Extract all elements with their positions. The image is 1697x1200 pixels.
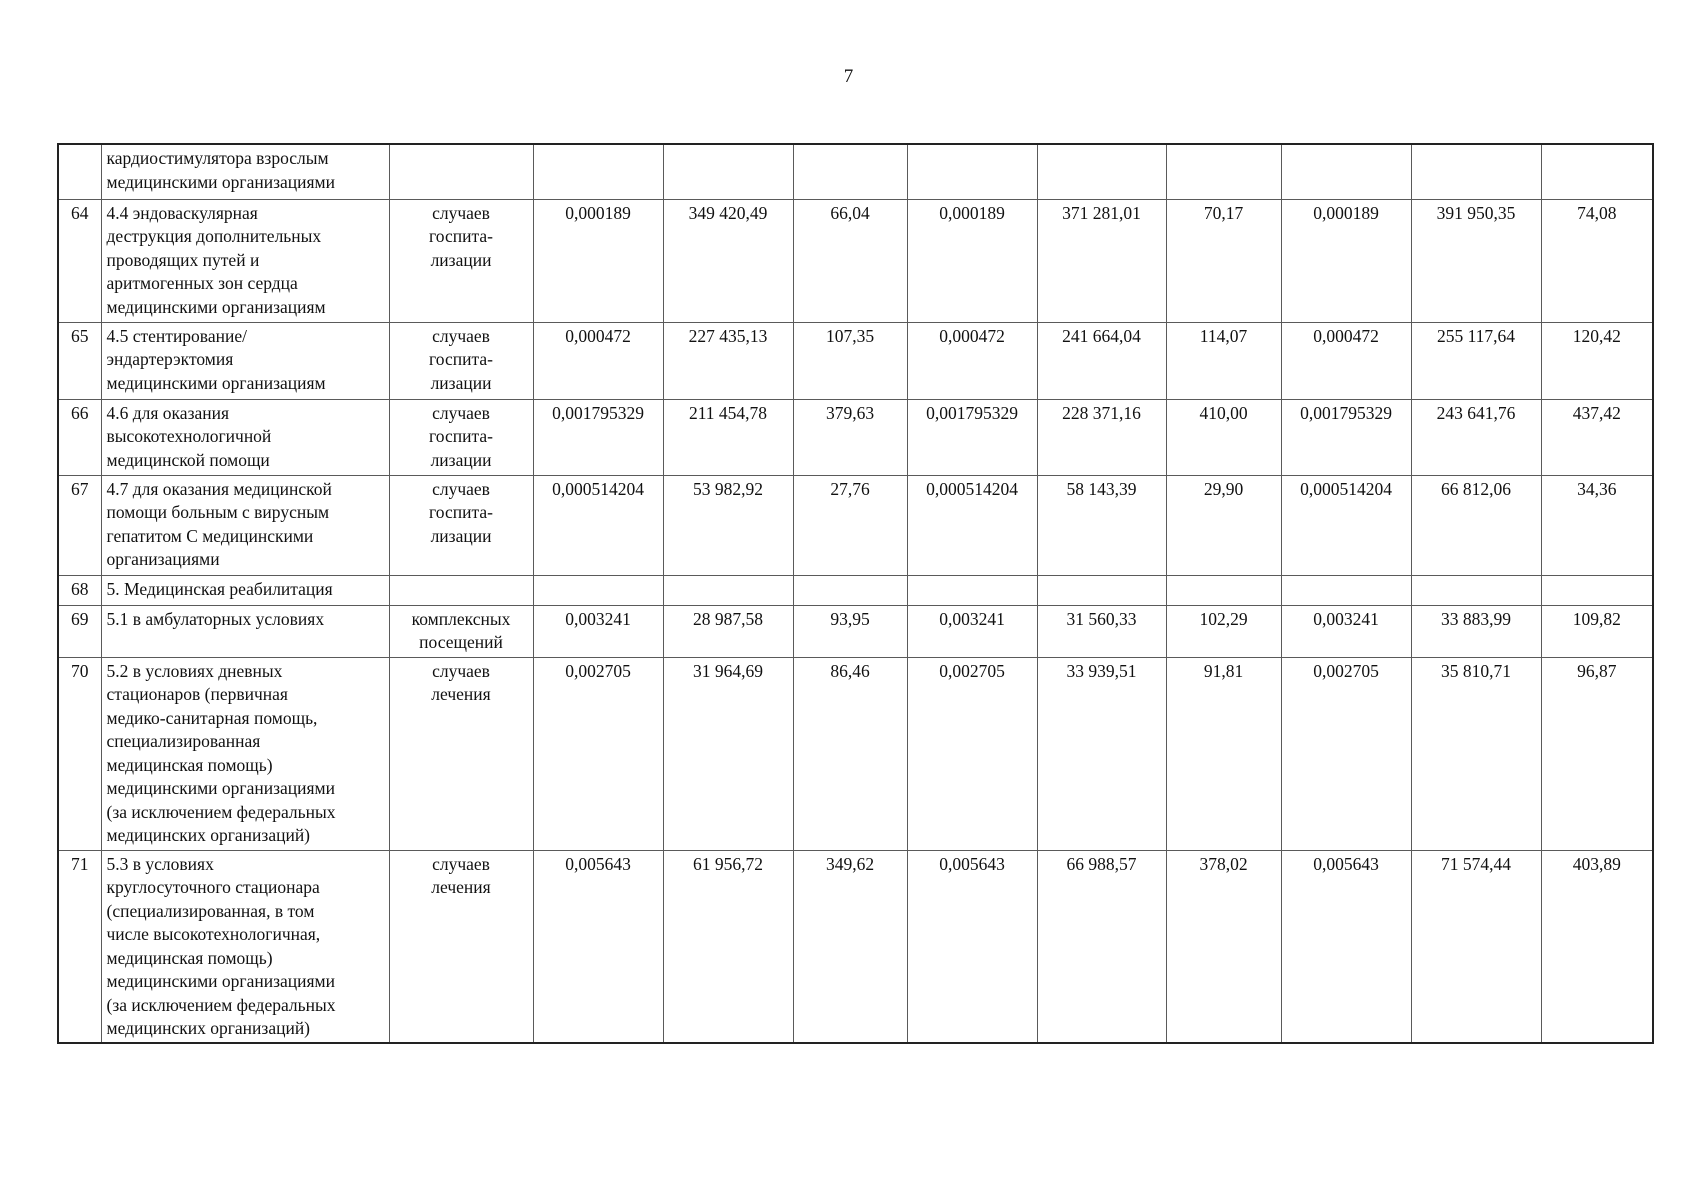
table-row [58,475,1653,575]
indicator-name-line: аритмогенных зон сердца [106,273,298,293]
indicator-name-line: 4.7 для оказания медицинской [106,478,332,499]
value-cell: 349,62 [793,850,907,1043]
value-cell [1166,144,1281,199]
indicator-name-line: 5.2 в условиях дневных [106,660,283,681]
value-cell [1281,144,1411,199]
unit-cell [389,199,533,322]
value-cell: 70,17 [1166,199,1281,322]
indicator-name-line: деструкция дополнительных [106,226,322,246]
unit-line: случаев [432,325,490,346]
indicator-name-line: 5.3 в условиях [106,853,214,874]
value-cell: 403,89 [1541,850,1653,1043]
indicator-name-line: медицинскими организациями [106,171,335,192]
unit-cell [389,605,533,657]
indicator-name-line: 4.5 стентирование/ [106,325,247,346]
page-number: 7 [843,66,854,87]
value-cell: 378,02 [1166,850,1281,1043]
row-number-cell: 69 [58,605,101,657]
value-cell: 410,00 [1166,399,1281,475]
indicator-name-cell [101,399,389,475]
indicator-name-line: медицинскими организациями [106,778,335,798]
value-cell: 66 988,57 [1037,850,1166,1043]
value-cell: 114,07 [1166,322,1281,399]
indicator-name-line: медицинскими организациям [106,296,326,317]
value-cell: 61 956,72 [663,850,793,1043]
indicator-name-cell [101,144,389,199]
indicator-name-cell [101,475,389,575]
value-cell: 228 371,16 [1037,399,1166,475]
row-number-cell: 66 [58,399,101,475]
value-cell [1541,575,1653,605]
value-cell: 0,000514204 [1281,475,1411,575]
indicator-name-line: медицинских организаций) [106,825,311,845]
value-cell: 0,000472 [1281,322,1411,399]
indicator-name-line: медицинскими организациям [106,372,326,393]
value-cell [1541,144,1653,199]
unit-cell [389,144,533,199]
indicator-name-cell [101,657,389,850]
indicator-name-line: гепатитом С медицинскими [106,525,314,546]
row-number-cell: 68 [58,575,101,605]
indicator-name-cell [101,575,389,605]
indicator-name-line: 4.4 эндоваскулярная [106,202,258,223]
value-cell [533,144,663,199]
value-cell: 96,87 [1541,657,1653,850]
value-cell: 0,002705 [907,657,1037,850]
indicator-name-line: медицинской помощи [106,449,270,470]
value-cell [1166,575,1281,605]
indicator-name-line: медицинская помощь) [106,754,273,775]
value-cell [1411,575,1541,605]
unit-line: посещений [419,632,503,652]
value-cell: 0,005643 [533,850,663,1043]
value-cell: 58 143,39 [1037,475,1166,575]
unit-cell [389,399,533,475]
value-cell: 66,04 [793,199,907,322]
unit-cell [389,657,533,850]
value-cell [907,144,1037,199]
indicator-name-line: проводящих путей и [106,249,260,270]
value-cell: 86,46 [793,657,907,850]
indicator-name-line: 5.1 в амбулаторных условиях [106,608,325,629]
value-cell: 0,005643 [1281,850,1411,1043]
unit-line: лизации [430,372,492,393]
unit-line: лечения [431,877,491,897]
indicator-name-line: (за исключением федеральных [106,801,336,822]
value-cell [793,575,907,605]
indicator-name-cell [101,605,389,657]
value-cell [663,144,793,199]
value-cell: 0,000472 [907,322,1037,399]
row-number-cell: 65 [58,322,101,399]
value-cell: 371 281,01 [1037,199,1166,322]
table-body [58,144,1653,1043]
table-row [58,575,1653,605]
value-cell [793,144,907,199]
table-row [58,322,1653,399]
value-cell [533,575,663,605]
row-number-cell: 71 [58,850,101,1043]
value-cell: 349 420,49 [663,199,793,322]
indicator-name-cell [101,199,389,322]
value-cell [1411,144,1541,199]
indicator-name-line: медицинскими организациями [106,971,335,991]
value-cell: 0,000514204 [907,475,1037,575]
value-cell: 0,003241 [1281,605,1411,657]
indicator-name-line: 5. Медицинская реабилитация [106,578,333,599]
unit-line: лизации [430,449,492,470]
value-cell: 0,000189 [907,199,1037,322]
indicator-name-line: медико-санитарная помощь, [106,707,318,728]
indicator-name-cell [101,322,389,399]
unit-line: случаев [432,853,490,874]
value-cell: 91,81 [1166,657,1281,850]
value-cell [907,575,1037,605]
indicator-name-line: медицинская помощь) [106,947,273,968]
unit-line: случаев [432,402,490,423]
indicator-name-line: специализированная [106,731,261,751]
value-cell: 255 117,64 [1411,322,1541,399]
indicator-name-line: кардиостимулятора взрослым [106,148,329,168]
table-row [58,144,1653,199]
unit-line: случаев [432,660,490,681]
value-cell: 53 982,92 [663,475,793,575]
value-cell: 0,003241 [907,605,1037,657]
unit-line: комплексных [411,608,511,629]
unit-line: лизации [430,249,492,270]
value-cell: 0,000472 [533,322,663,399]
value-cell: 27,76 [793,475,907,575]
indicator-name-line: круглосуточного стационара [106,877,320,897]
value-cell: 241 664,04 [1037,322,1166,399]
unit-cell [389,575,533,605]
value-cell: 34,36 [1541,475,1653,575]
value-cell: 0,001795329 [533,399,663,475]
value-cell: 74,08 [1541,199,1653,322]
indicator-name-line: числе высокотехнологичная, [106,924,321,944]
unit-line: случаев [432,202,490,223]
value-cell: 0,000189 [1281,199,1411,322]
value-cell: 227 435,13 [663,322,793,399]
value-cell [1281,575,1411,605]
indicator-name-line: организациями [106,549,220,569]
value-cell: 391 950,35 [1411,199,1541,322]
value-cell: 243 641,76 [1411,399,1541,475]
value-cell: 120,42 [1541,322,1653,399]
value-cell: 93,95 [793,605,907,657]
unit-line: госпита- [429,349,493,369]
value-cell: 29,90 [1166,475,1281,575]
value-cell: 33 939,51 [1037,657,1166,850]
value-cell: 0,000189 [533,199,663,322]
value-cell: 437,42 [1541,399,1653,475]
value-cell [663,575,793,605]
value-cell: 71 574,44 [1411,850,1541,1043]
value-cell: 109,82 [1541,605,1653,657]
indicator-name-line: помощи больным с вирусным [106,502,330,522]
unit-line: лечения [431,684,491,704]
table-row [58,399,1653,475]
indicator-name-line: эндартерэктомия [106,349,234,369]
table-row [58,657,1653,850]
value-cell: 35 810,71 [1411,657,1541,850]
value-cell: 0,002705 [533,657,663,850]
indicator-name-line: высокотехнологичной [106,426,272,446]
value-cell: 31 964,69 [663,657,793,850]
unit-line: госпита- [429,226,493,246]
value-cell: 379,63 [793,399,907,475]
value-cell: 0,005643 [907,850,1037,1043]
value-cell: 0,003241 [533,605,663,657]
row-number-cell [58,144,101,199]
row-number-cell: 70 [58,657,101,850]
unit-cell [389,850,533,1043]
unit-line: госпита- [429,502,493,522]
value-cell: 31 560,33 [1037,605,1166,657]
indicator-name-line: (специализированная, в том [106,900,315,921]
row-number-cell: 64 [58,199,101,322]
volume-cost-table [57,143,1654,1044]
value-cell: 211 454,78 [663,399,793,475]
unit-line: лизации [430,525,492,546]
indicator-name-line: (за исключением федеральных [106,994,336,1015]
value-cell: 0,000514204 [533,475,663,575]
value-cell: 0,001795329 [1281,399,1411,475]
unit-line: случаев [432,478,490,499]
table-row [58,199,1653,322]
row-number-cell: 67 [58,475,101,575]
unit-cell [389,322,533,399]
table-row [58,850,1653,1043]
value-cell: 0,001795329 [907,399,1037,475]
unit-line: госпита- [429,426,493,446]
value-cell [1037,144,1166,199]
table-row [58,605,1653,657]
unit-cell [389,475,533,575]
indicator-name-line: стационаров (первичная [106,684,288,704]
value-cell: 0,002705 [1281,657,1411,850]
value-cell: 107,35 [793,322,907,399]
value-cell: 102,29 [1166,605,1281,657]
value-cell: 66 812,06 [1411,475,1541,575]
indicator-name-cell [101,850,389,1043]
value-cell: 28 987,58 [663,605,793,657]
indicator-name-line: медицинских организаций) [106,1018,311,1038]
indicator-name-line: 4.6 для оказания [106,402,230,423]
value-cell: 33 883,99 [1411,605,1541,657]
value-cell [1037,575,1166,605]
